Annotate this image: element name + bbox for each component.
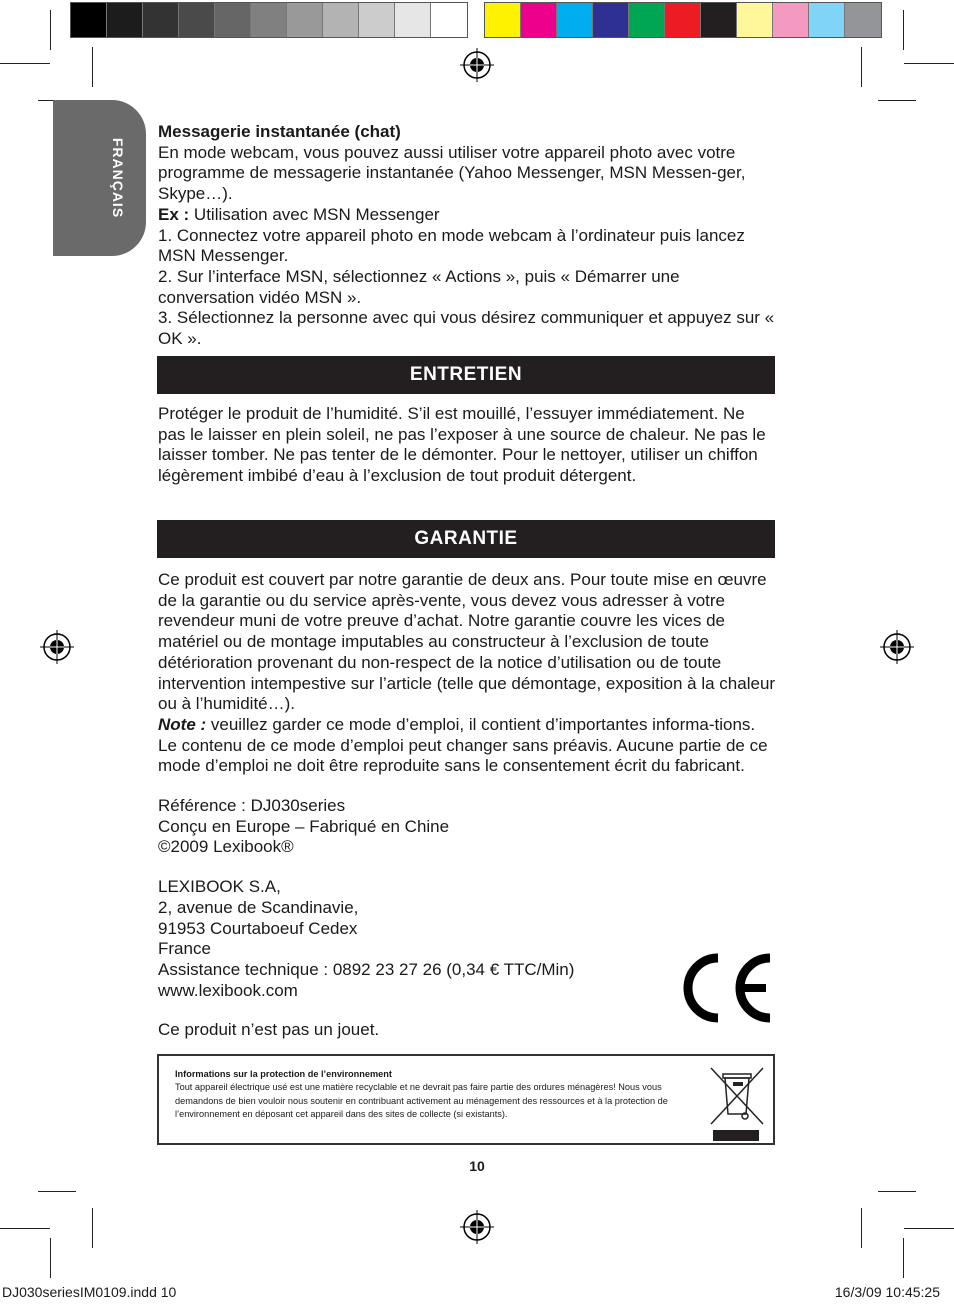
page-number: 10	[469, 1158, 485, 1174]
footer-file-name: DJ030seriesIM0109.indd 10	[2, 1284, 177, 1300]
note-text: veuillez garder ce mode d’emploi, il contient d’importantes informa-tions. Le contenu de ce mode d’emploi peut changer sans préavis. Aucune partie de ce mode d’emploi ne doit être reproduite sans le consentement écrit du fabricant.	[158, 714, 768, 776]
crop-mark	[92, 47, 93, 87]
environment-text-block	[175, 1068, 685, 1122]
note-label: Note :	[158, 714, 207, 734]
chat-step-3: 3. Sélectionnez la personne avec qui vous désirez communiquer et appuyez sur « OK ».	[158, 308, 775, 349]
environment-title: Informations sur la protection de l’environnement	[175, 1069, 392, 1079]
registration-mark-icon	[880, 630, 914, 664]
color-swatch	[521, 3, 557, 37]
color-swatch	[845, 3, 881, 37]
crop-mark	[50, 10, 51, 50]
website-link[interactable]: www.lexibook.com	[158, 980, 298, 1000]
color-swatch	[215, 3, 251, 37]
company-name: LEXIBOOK S.A,	[158, 877, 281, 897]
chat-intro: En mode webcam, vous pouvez aussi utiliser votre appareil photo avec votre programme de messagerie instantanée (Yahoo Messenger, MSN Messen-ger, Skype…).	[158, 142, 746, 204]
address-country: France	[158, 939, 211, 959]
color-swatch	[737, 3, 773, 37]
example-text: Utilisation avec MSN Messenger	[189, 204, 440, 224]
language-tab	[53, 100, 146, 256]
crop-mark	[878, 100, 916, 101]
crop-mark	[904, 1228, 954, 1229]
color-swatch	[395, 3, 431, 37]
chat-example	[158, 205, 776, 226]
chat-step-2: 2. Sur l’interface MSN, sélectionnez « Actions », puis « Démarrer une conversation vidéo MSN ».	[158, 266, 680, 307]
color-swatch	[107, 3, 143, 37]
entretien-paragraph: Protéger le produit de l’humidité. S’il est mouillé, l’essuyer immédiatement. Ne pas le laisser en plein soleil, ne pas l’exposer à une source de chaleur. Ne pas le laisser tomber. Ne pas tenter de le démonter. Pour le nettoyer, utiliser un chiffon légèrement imbibé d’eau à l’exclusion de tout produit détergent.	[158, 404, 766, 486]
crop-mark	[0, 63, 50, 64]
registration-mark-icon	[40, 630, 74, 664]
color-swatch	[773, 3, 809, 37]
chat-heading: Messagerie instantanée (chat)	[158, 122, 401, 141]
color-swatch	[485, 3, 521, 37]
color-swatch	[665, 3, 701, 37]
color-swatch	[359, 3, 395, 37]
color-swatch	[431, 3, 467, 37]
environment-info-box	[157, 1054, 775, 1145]
chat-step-1: 1. Connectez votre appareil photo en mode webcam à l’ordinateur puis lancez MSN Messenger.	[158, 225, 745, 266]
crop-mark	[904, 63, 954, 64]
environment-description: Tout appareil électrique usé est une matière recyclable et ne devrait pas faire partie des ordures ménagères! Nous vous demandons de bien vouloir nous soutenir en contribuant activement au ménagement des ressources et à la protection de l’environnement en déposant cet appareil dans des sites de collecte (si existants).	[175, 1082, 668, 1120]
gray-color-bar	[70, 2, 468, 38]
color-swatch	[179, 3, 215, 37]
address-city: 91953 Courtaboeuf Cedex	[158, 918, 358, 938]
color-swatch	[557, 3, 593, 37]
color-swatch	[809, 3, 845, 37]
crop-mark	[861, 47, 862, 87]
color-swatch	[701, 3, 737, 37]
crop-mark	[903, 1238, 904, 1278]
language-tab-label: FRANÇAIS	[110, 137, 126, 219]
garantie-banner: GARANTIE	[157, 520, 775, 558]
color-swatch	[143, 3, 179, 37]
note-paragraph	[158, 715, 776, 777]
chat-section	[158, 122, 776, 350]
crossed-bin-icon	[707, 1062, 767, 1142]
copyright: ©2009 Lexibook®	[158, 837, 294, 857]
crop-mark	[878, 1191, 916, 1192]
color-swatch	[71, 3, 107, 37]
ce-mark-icon	[674, 952, 776, 1024]
color-swatch	[629, 3, 665, 37]
entretien-banner: ENTRETIEN	[157, 356, 775, 394]
crop-mark	[861, 1208, 862, 1248]
crop-mark	[50, 1238, 51, 1278]
origin: Conçu en Europe – Fabriqué en Chine	[158, 816, 450, 836]
support-line: Assistance technique : 0892 23 27 26 (0,34 € TTC/Min)	[158, 959, 575, 979]
reference: Référence : DJ030series	[158, 796, 346, 816]
crop-mark	[38, 1191, 76, 1192]
address-street: 2, avenue de Scandinavie,	[158, 897, 359, 917]
process-color-bar	[484, 2, 882, 38]
registration-mark-icon	[460, 1210, 494, 1244]
garantie-paragraph: Ce produit est couvert par notre garantie de deux ans. Pour toute mise en œuvre de la garantie ou du service après-vente, vous devez vous adresser à votre revendeur muni de votre preuve d’achat. Notre garantie couvre les vices de matériel ou de montage imputables au constructeur à l’exclusion de toute détérioration provenant du non-respect de la notice d’utilisation ou de toute intervention intempestive sur l’article (telle que démontage, exposition à la chaleur ou à l’humidité…).	[158, 570, 776, 714]
color-swatch	[323, 3, 359, 37]
registration-mark-icon	[460, 48, 494, 82]
crop-mark	[92, 1208, 93, 1248]
crop-mark	[903, 10, 904, 50]
footer-timestamp: 16/3/09 10:45:25	[834, 1284, 940, 1300]
color-swatch	[593, 3, 629, 37]
entretien-text	[158, 404, 776, 487]
example-label: Ex :	[158, 204, 190, 224]
color-swatch	[251, 3, 287, 37]
color-swatch	[287, 3, 323, 37]
crop-mark	[0, 1228, 50, 1229]
not-a-toy: Ce produit n’est pas un jouet.	[158, 1020, 380, 1040]
